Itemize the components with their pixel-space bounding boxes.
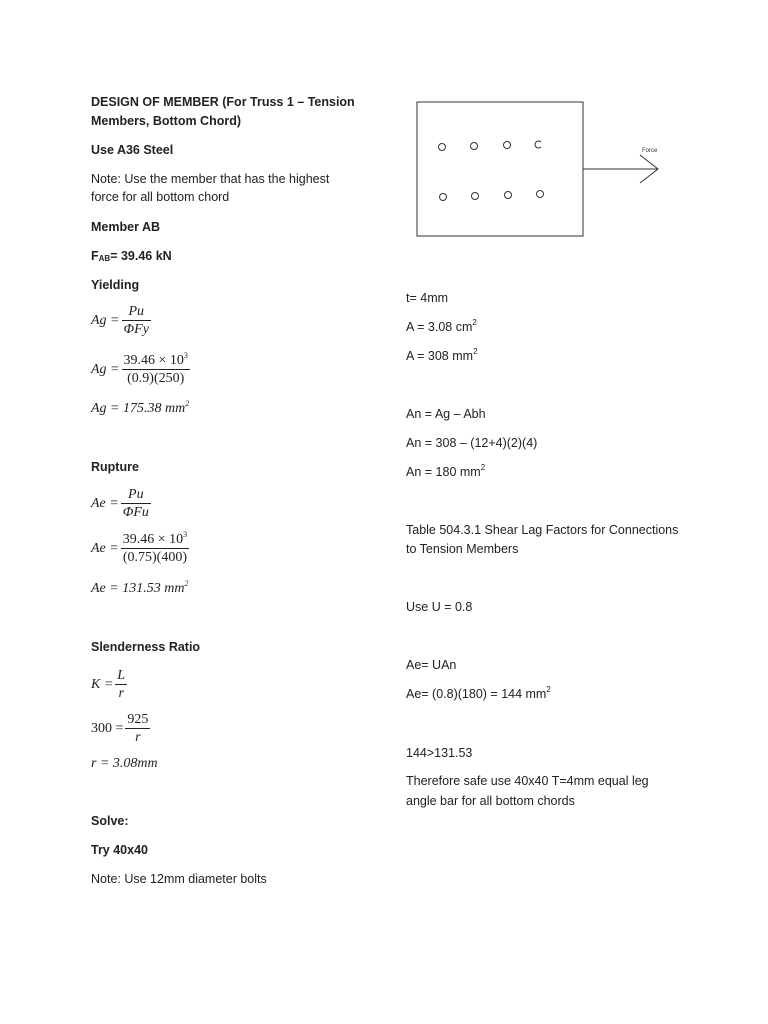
denominator: r (135, 730, 141, 745)
slenderness-equation-2 (91, 711, 152, 746)
thickness: t= 4mm (406, 291, 449, 305)
rupture-title: Rupture (91, 460, 139, 474)
area-cm-text: A = 3.08 cm (406, 320, 473, 334)
table-reference-line-1: Table 504.3.1 Shear Lag Factors for Connections (406, 523, 679, 537)
net-area-substitution: An = 308 – (12+4)(2)(4) (406, 436, 538, 450)
yield-result (91, 399, 189, 418)
heading-line-2: Members, Bottom Chord) (91, 114, 241, 128)
heading-line-1: DESIGN OF MEMBER (For Truss 1 – Tension (91, 95, 355, 109)
bolt-hole (504, 142, 511, 149)
use-steel: Use A36 Steel (91, 143, 174, 157)
try-size: Try 40x40 (91, 843, 148, 857)
yielding-title: Yielding (91, 278, 140, 292)
denominator: (0.75)(400) (122, 550, 187, 565)
conclusion-line-1: Therefore safe use 40x40 T=4mm equal leg (406, 774, 649, 788)
rupture-equation-1 (91, 486, 153, 521)
yield-equation-2 (91, 352, 192, 387)
connection-diagram (410, 95, 670, 245)
rupture-result (91, 579, 188, 598)
force-subscript: AB (98, 254, 111, 263)
bolt-hole (537, 191, 544, 198)
bolt-hole (535, 141, 541, 148)
numerator: 925 (127, 712, 149, 727)
yield-result-text: Ag = 175.38 mm (91, 401, 186, 416)
slenderness-result: r = 3.08mm (91, 756, 158, 771)
force-value (91, 247, 172, 266)
effective-area-result-exp: 2 (546, 685, 551, 694)
area-cm (406, 318, 477, 337)
bolt-hole (505, 192, 512, 199)
net-area-result (406, 463, 485, 482)
eq-lhs: Ag = (91, 361, 120, 377)
numerator: Pu (122, 303, 151, 321)
denominator: ΦFy (123, 322, 149, 337)
table-reference-line-2: to Tension Members (406, 542, 519, 556)
area-mm-exp: 2 (473, 347, 478, 356)
numerator-exp: 3 (183, 351, 188, 360)
comparison: 144>131.53 (406, 746, 473, 760)
effective-area-formula: Ae= UAn (406, 658, 457, 672)
shear-lag-factor: Use U = 0.8 (406, 600, 473, 614)
slenderness-equation-1 (91, 667, 129, 702)
rupture-result-exp: 2 (184, 579, 189, 588)
force-symbol: F (91, 249, 99, 263)
numerator: Pu (121, 486, 151, 504)
yield-result-exp: 2 (185, 399, 190, 408)
fraction (121, 486, 151, 521)
area-mm (406, 347, 478, 366)
fraction (115, 667, 127, 702)
denominator: r (118, 686, 124, 701)
eq-lhs: Ae = (91, 540, 119, 556)
solve-label: Solve: (91, 814, 129, 828)
bolt-hole (472, 193, 479, 200)
numerator (121, 531, 189, 549)
denominator: (0.9)(250) (127, 371, 185, 386)
effective-area-result-text: Ae= (0.8)(180) = 144 mm (406, 687, 547, 701)
eq-lhs: Ag = (91, 312, 120, 328)
net-area-result-text: An = 180 mm (406, 465, 481, 479)
denominator: ΦFu (122, 505, 149, 520)
fraction (122, 303, 151, 338)
eq-lhs: K = (91, 676, 114, 692)
numerator-base: 39.46 × 10 (123, 353, 184, 368)
numerator (122, 352, 190, 370)
numerator: L (117, 668, 126, 683)
numerator-exp: 3 (183, 530, 188, 539)
area-cm-exp: 2 (472, 318, 477, 327)
numerator-base: 39.46 × 10 (122, 532, 184, 547)
force-number: = 39.46 kN (110, 249, 172, 263)
rupture-result-text: Ae = 131.53 mm (91, 581, 185, 596)
conclusion-line-2: angle bar for all bottom chords (406, 794, 575, 808)
plate-outline (417, 102, 583, 236)
eq-lhs: 300 = (91, 720, 124, 736)
net-area-formula: An = Ag – Abh (406, 407, 486, 421)
bolt-hole (440, 194, 447, 201)
bolt-hole (439, 144, 446, 151)
bolt-note: Note: Use 12mm diameter bolts (91, 872, 267, 886)
fraction (121, 531, 189, 566)
slenderness-title: Slenderness Ratio (91, 640, 201, 654)
yield-equation-1 (91, 303, 153, 338)
area-mm-text: A = 308 mm (406, 349, 474, 363)
force-label: Force (642, 148, 658, 154)
rupture-equation-2 (91, 531, 191, 566)
net-area-result-exp: 2 (480, 463, 486, 472)
fraction (122, 352, 190, 387)
fraction (125, 711, 150, 746)
member-label: Member AB (91, 220, 160, 234)
note-line-1: Note: Use the member that has the highest (91, 172, 330, 186)
note-line-2: force for all bottom chord (91, 190, 230, 204)
bolt-hole (471, 143, 478, 150)
effective-area-result (406, 685, 551, 704)
eq-lhs: Ae = (91, 495, 119, 511)
